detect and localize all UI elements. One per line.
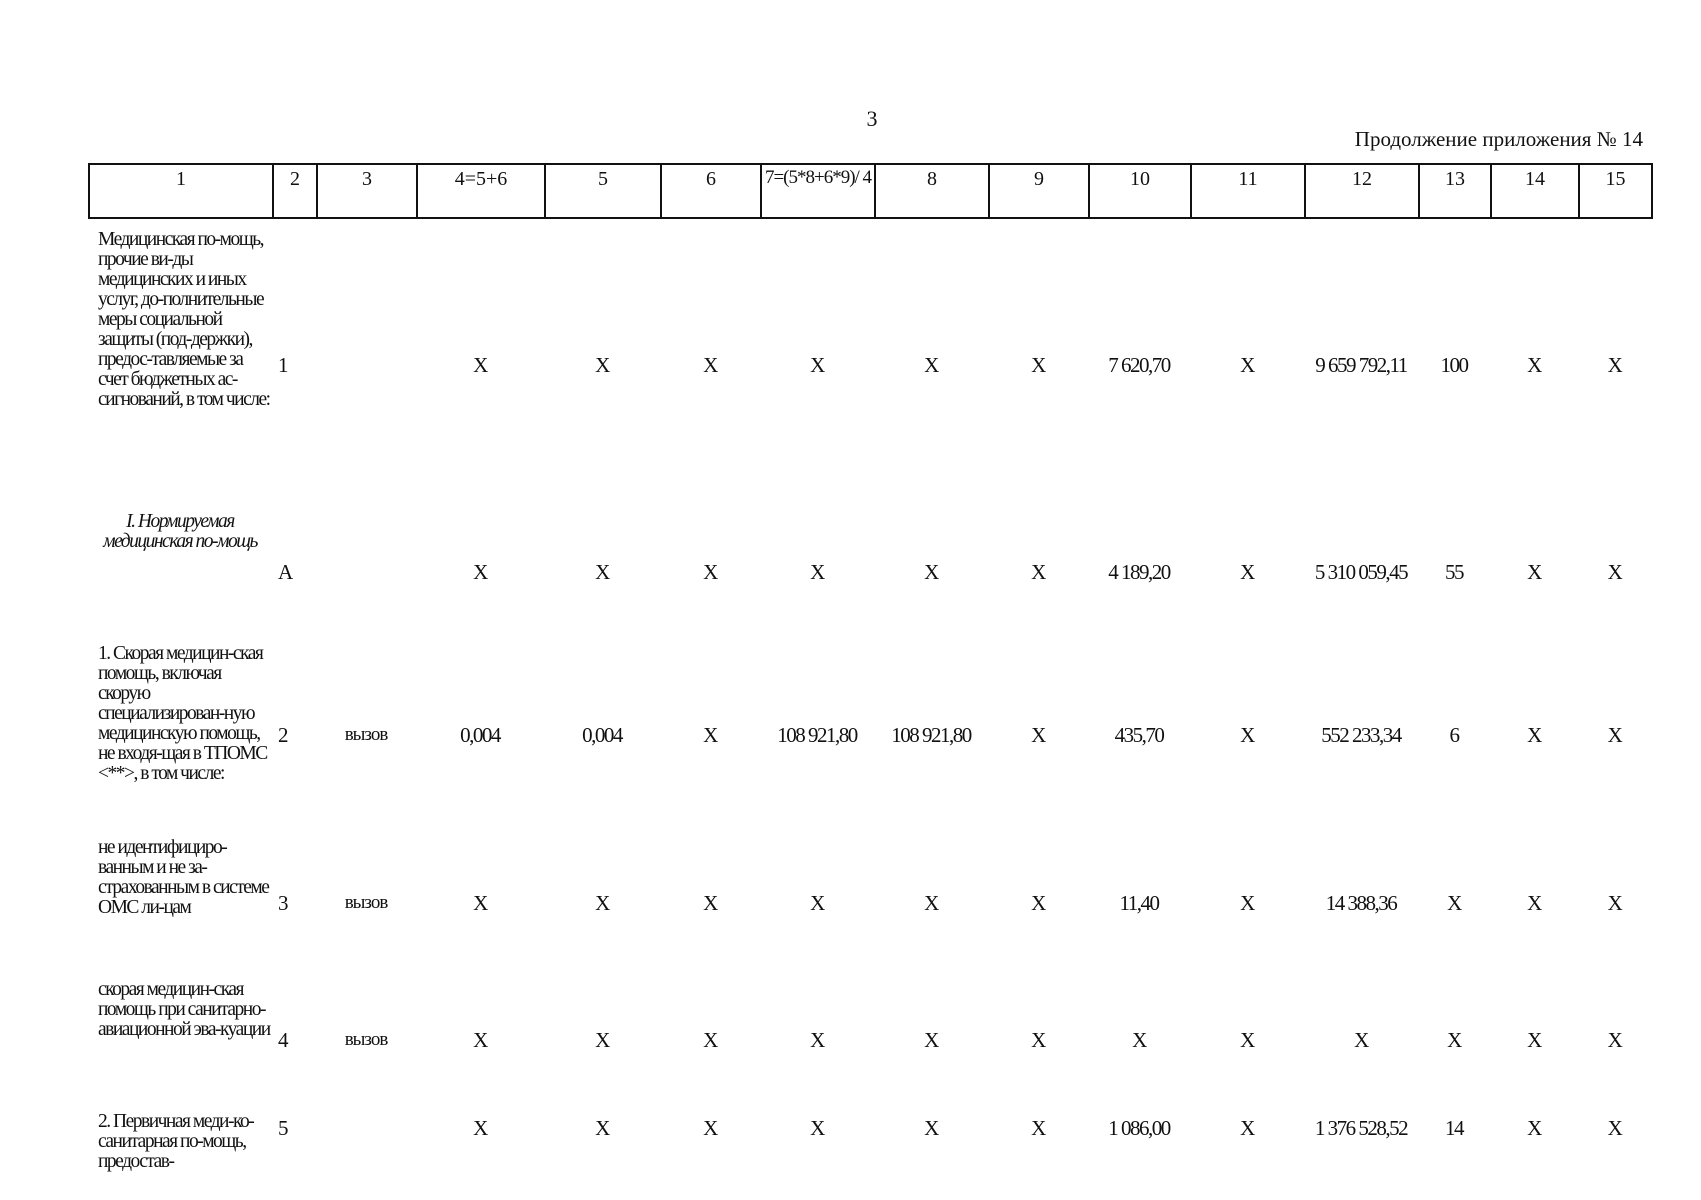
- table-cell: X: [1132, 1027, 1146, 1052]
- row-unit: вызов: [344, 724, 388, 745]
- table-cell: 14: [1445, 1116, 1463, 1140]
- row-unit: вызов: [344, 1029, 388, 1050]
- row-code: 4: [278, 1027, 287, 1052]
- table-cell: X: [1240, 722, 1254, 747]
- header-col-9: 9: [989, 164, 1089, 218]
- table-cell: X: [924, 1116, 938, 1140]
- table-cell: X: [1607, 1116, 1622, 1140]
- table-cell: X: [1607, 352, 1622, 377]
- table-cell: 0,004: [460, 722, 500, 747]
- header-col-13: 13: [1419, 164, 1491, 218]
- table-cell: X: [1607, 890, 1622, 915]
- header-col-12: 12: [1305, 164, 1419, 218]
- table-row: [88, 974, 1651, 1106]
- table-cell: X: [703, 722, 717, 747]
- table-cell: X: [810, 559, 824, 584]
- row-unit: [316, 506, 416, 638]
- table-cell: X: [1527, 1027, 1541, 1052]
- table-cell: X: [595, 1027, 609, 1052]
- table-row: [88, 224, 1651, 506]
- row-code: 1: [278, 352, 287, 377]
- table-cell: X: [473, 1116, 487, 1140]
- table-cell: 108 921,80: [777, 722, 857, 747]
- table-cell: 9 659 792,11: [1315, 352, 1407, 377]
- table-cell: X: [473, 352, 487, 377]
- table-cell: X: [1354, 1027, 1368, 1052]
- table-cell: X: [595, 1116, 609, 1140]
- table-cell: X: [810, 1027, 824, 1052]
- table-cell: 100: [1440, 352, 1468, 377]
- header-col-14: 14: [1491, 164, 1579, 218]
- table-cell: X: [1607, 1027, 1622, 1052]
- header-col-3: 3: [317, 164, 417, 218]
- table-cell: X: [703, 559, 717, 584]
- table-cell: X: [595, 559, 609, 584]
- header-col-5: 5: [545, 164, 661, 218]
- table-cell: X: [1447, 890, 1461, 915]
- table-cell: X: [1031, 352, 1045, 377]
- table-cell: 1 086,00: [1108, 1116, 1170, 1140]
- table-cell: X: [1607, 559, 1622, 584]
- table-cell: X: [1527, 352, 1541, 377]
- table-cell: X: [1240, 352, 1254, 377]
- continuation-title: Продолжение приложения № 14: [1354, 127, 1643, 151]
- table-cell: X: [703, 1116, 717, 1140]
- table-row: [88, 638, 1651, 832]
- table-cell: X: [810, 352, 824, 377]
- row-unit: [316, 224, 416, 506]
- table-cell: X: [810, 1116, 824, 1140]
- table-cell: 4 189,20: [1108, 559, 1170, 584]
- table-cell: 11,40: [1119, 890, 1159, 915]
- table-cell: 7 620,70: [1108, 352, 1170, 377]
- table-row: [88, 506, 1651, 638]
- table-cell: X: [1031, 722, 1045, 747]
- table-cell: 6: [1449, 722, 1459, 747]
- row-name: Медицинская по-мощь, прочие ви-ды медицинских и иных услуг, до-полнительные меры социальной защиты (под-держки), предос-тавляемые за счет бюджетных ас-сигнований, в том числе:: [98, 229, 270, 410]
- row-name: I. Нормируемая медицинская по-мощь: [103, 511, 257, 552]
- row-unit: [316, 1106, 416, 1188]
- row-name: 2. Первичная меди-ко-санитарная по-мощь, предостав-: [98, 1111, 254, 1172]
- table-cell: X: [1031, 890, 1045, 915]
- table-cell: X: [1607, 722, 1622, 747]
- table-cell: X: [595, 352, 609, 377]
- table-cell: 55: [1445, 559, 1463, 584]
- table-cell: X: [810, 890, 824, 915]
- header-col-11: 11: [1191, 164, 1305, 218]
- table-cell: X: [1527, 1116, 1541, 1140]
- table-cell: X: [1240, 1027, 1254, 1052]
- table-cell: X: [473, 1027, 487, 1052]
- row-name: скорая медицин-ская помощь при санитарно-авиационной эва-куации: [98, 979, 270, 1040]
- header-col-8: 8: [875, 164, 989, 218]
- table-cell: X: [924, 559, 938, 584]
- header-col-15: 15: [1579, 164, 1652, 218]
- table-cell: X: [924, 352, 938, 377]
- table-cell: X: [1240, 890, 1254, 915]
- header-col-4: 4=5+6: [417, 164, 545, 218]
- data-table: [88, 224, 1651, 1188]
- header-col-6: 6: [661, 164, 761, 218]
- header-col-1: 1: [89, 164, 273, 218]
- table-cell: X: [1240, 1116, 1254, 1140]
- table-cell: X: [703, 890, 717, 915]
- table-cell: X: [703, 1027, 717, 1052]
- table-cell: X: [1527, 890, 1541, 915]
- table-row: [88, 832, 1651, 974]
- row-code: А: [278, 559, 292, 584]
- row-code: 2: [278, 722, 287, 747]
- header-col-2: 2: [273, 164, 317, 218]
- row-code: 5: [278, 1116, 287, 1140]
- table-cell: 14 388,36: [1325, 890, 1397, 915]
- row-unit: вызов: [344, 892, 388, 913]
- table-cell: X: [1240, 559, 1254, 584]
- table-cell: X: [703, 352, 717, 377]
- header-col-10: 10: [1089, 164, 1191, 218]
- table-cell: 0,004: [582, 722, 622, 747]
- table-cell: X: [1447, 1027, 1461, 1052]
- table-cell: X: [924, 890, 938, 915]
- row-name: не идентифициро-ванным и не за-страхованным в системе ОМС ли-цам: [98, 837, 269, 918]
- row-name: 1. Скорая медицин-ская помощь, включая скорую специализирован-ную медицинскую помощь, не входя-щая в ТПОМС <**>, в том числе:: [98, 643, 267, 784]
- table-cell: X: [1527, 722, 1541, 747]
- page-number: 3: [866, 106, 878, 131]
- table-cell: X: [1031, 559, 1045, 584]
- table-cell: 1 376 528,52: [1314, 1116, 1408, 1140]
- table-cell: X: [595, 890, 609, 915]
- table-cell: 5 310 059,45: [1314, 559, 1408, 584]
- table-row: [88, 1106, 1651, 1188]
- column-number-header: [88, 163, 1653, 219]
- table-cell: X: [1527, 559, 1541, 584]
- table-cell: X: [1031, 1027, 1045, 1052]
- table-cell: 435,70: [1114, 722, 1164, 747]
- table-cell: X: [473, 559, 487, 584]
- table-cell: X: [473, 890, 487, 915]
- header-col-7: 7=(5*8+6*9)/ 4: [761, 164, 875, 218]
- row-code: 3: [278, 890, 287, 915]
- table-cell: 108 921,80: [891, 722, 971, 747]
- table-cell: X: [1031, 1116, 1045, 1140]
- table-cell: X: [924, 1027, 938, 1052]
- table-cell: 552 233,34: [1321, 722, 1401, 747]
